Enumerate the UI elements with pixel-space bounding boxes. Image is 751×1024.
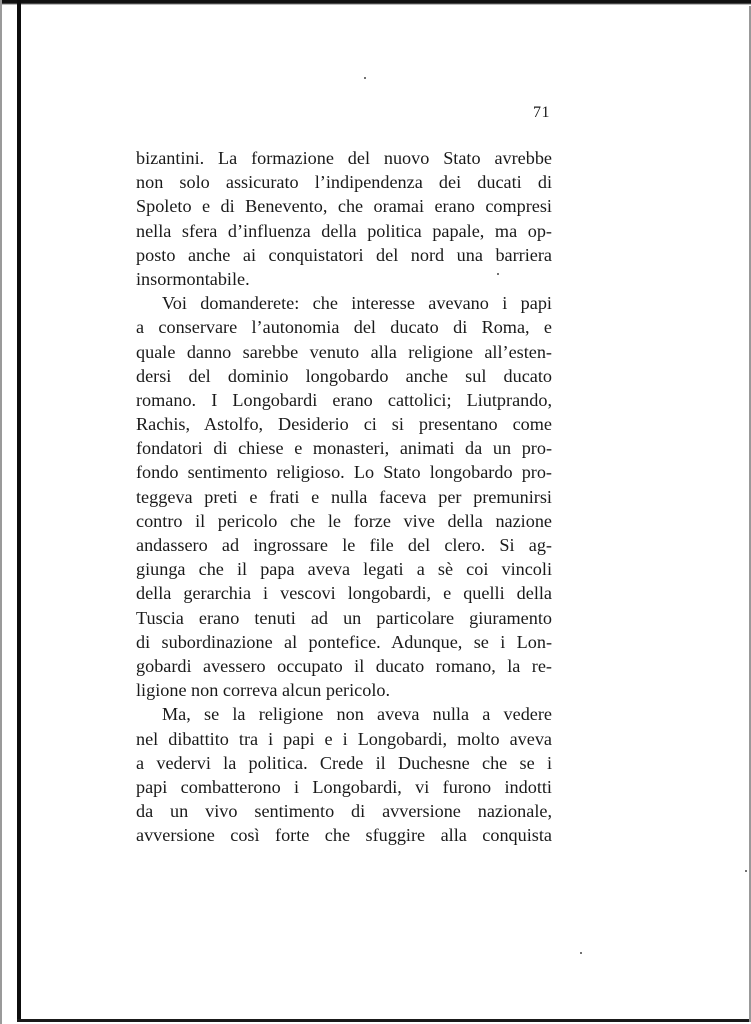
text-line: da un vivo sentimento di avversione nazionale,	[136, 801, 552, 822]
paragraph-1	[136, 146, 552, 291]
text-line: Spoleto e di Benevento, che oramai erano compresi	[136, 196, 552, 217]
text-line: avversione così forte che sfuggire alla conquista	[136, 825, 552, 846]
text-line: Voi domanderete: che interesse avevano i papi	[162, 293, 552, 314]
scan-speck	[745, 870, 747, 872]
text-line: andassero ad ingrossare le file del clero. Si ag-	[136, 535, 552, 555]
text-line: non solo assicurato l’indipendenza dei ducati di	[136, 172, 552, 193]
body-text	[136, 146, 552, 847]
text-line: nel dibattito tra i papi e i Longobardi, molto aveva	[136, 728, 552, 749]
text-line: ligione non correva alcun pericolo.	[136, 680, 391, 701]
text-line: quale danno sarebbe venuto alla religione all’esten-	[136, 341, 552, 362]
text-line: della gerarchia i vescovi longobardi, e quelli della	[136, 583, 552, 604]
text-line: bizantini. La formazione del nuovo Stato avrebbe	[136, 148, 552, 168]
text-line: contro il pericolo che le forze vive della nazione	[136, 510, 552, 531]
text-line: posto anche ai conquistatori del nord una barriera	[136, 244, 552, 265]
text-line: Tuscia erano tenuti ad un particolare giuramento	[136, 607, 552, 628]
text-line: insormontabile.	[136, 268, 250, 289]
text-line: a conservare l’autonomia del ducato di Roma, e	[136, 317, 552, 338]
paragraph-3	[136, 702, 552, 847]
text-line: di subordinazione al pontefice. Adunque, se i Lon-	[136, 631, 552, 652]
text-line: teggeva preti e frati e nulla faceva per premunirsi	[136, 486, 552, 507]
scan-edge-top	[0, 0, 751, 5]
scan-edge-left	[17, 0, 21, 1021]
text-line: gobardi avessero occupato il ducato romano, la re-	[136, 655, 552, 676]
page-number: 71	[533, 104, 550, 121]
scan-edge-left-outer	[0, 0, 2, 1024]
text-line: Ma, se la religione non aveva nulla a vedere	[162, 704, 552, 725]
text-line: a vedervi la politica. Crede il Duchesne che se i	[136, 752, 552, 773]
text-line: giunga che il papa aveva legati a sè coi vincoli	[136, 559, 552, 580]
text-line: nella sfera d’influenza della politica papale, ma op-	[136, 220, 552, 241]
paragraph-2	[136, 291, 552, 702]
text-line: papi combatterono i Longobardi, vi furono indotti	[136, 776, 552, 797]
text-line: Rachis, Astolfo, Desiderio ci si presentano come	[136, 414, 552, 435]
scan-speck	[364, 77, 366, 79]
text-line: romano. I Longobardi erano cattolici; Liutprando,	[136, 389, 552, 410]
text-line: dersi del dominio longobardo anche sul ducato	[136, 365, 552, 386]
scan-edge-bottom	[17, 1019, 751, 1022]
scan-speck	[580, 952, 582, 954]
text-line: fondatori di chiese e monasteri, animati da un pro-	[136, 438, 552, 459]
text-line: fondo sentimento religioso. Lo Stato longobardo pro-	[136, 462, 552, 483]
